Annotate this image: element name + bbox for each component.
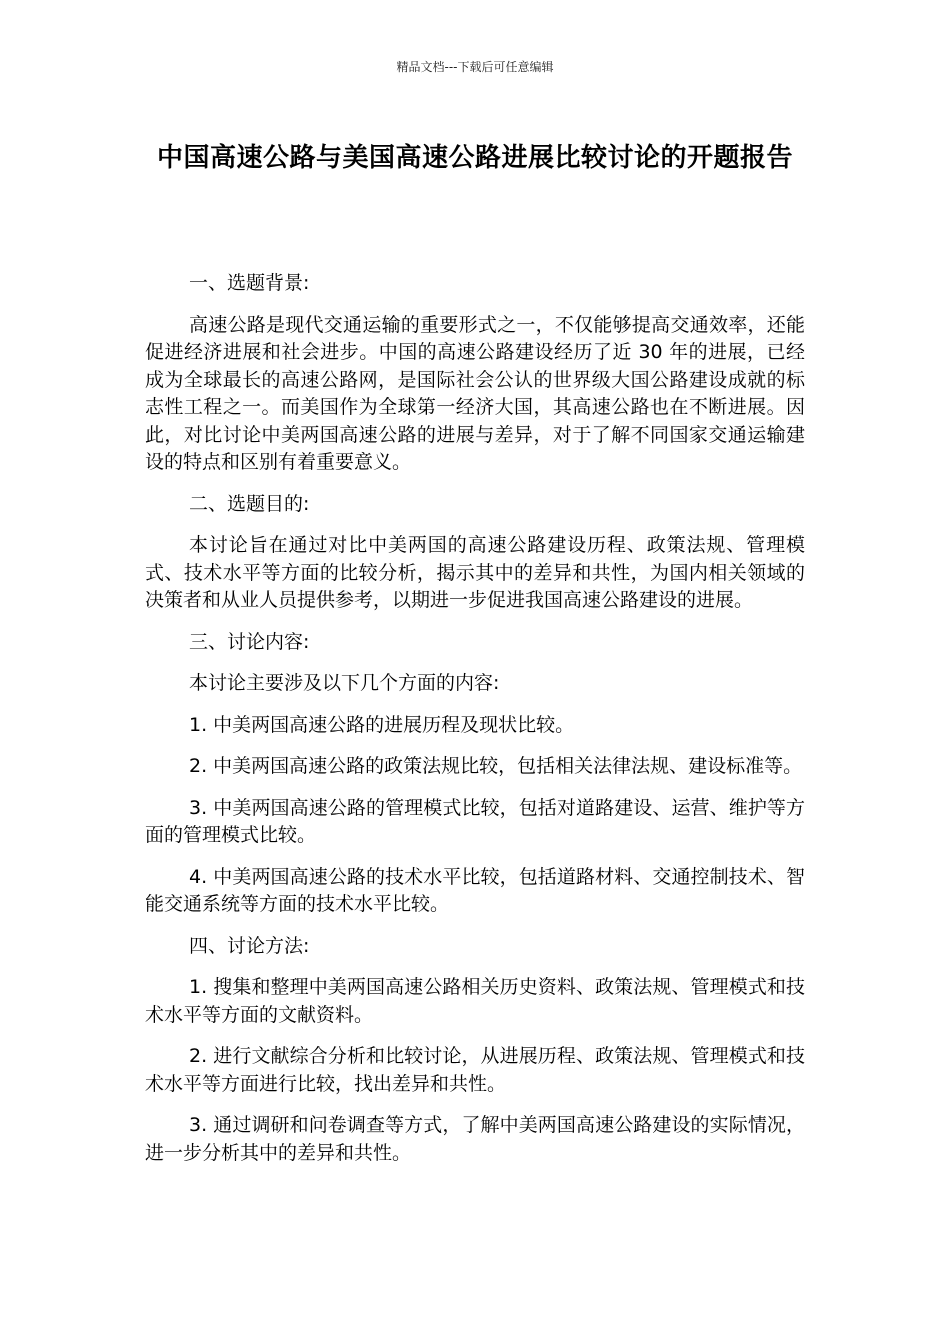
content-item-3: 3. 中美两国高速公路的管理模式比较，包括对道路建设、运营、维护等方面的管理模式比较。 bbox=[145, 796, 805, 846]
method-item-2: 2. 进行文献综合分析和比较讨论，从进展历程、政策法规、管理模式和技术水平等方面进行比较，找出差异和共性。 bbox=[145, 1045, 805, 1095]
document-title: 中国高速公路与美国高速公路进展比较讨论的开题报告 bbox=[156, 143, 793, 173]
method-item-1: 1. 搜集和整理中美两国高速公路相关历史资料、政策法规、管理模式和技术水平等方面的文献资料。 bbox=[145, 976, 805, 1026]
section-heading-purpose: 二、选题目的: bbox=[189, 492, 310, 515]
paragraph-purpose: 本讨论旨在通过对比中美两国的高速公路建设历程、政策法规、管理模式、技术水平等方面的比较分析，揭示其中的差异和共性，为国内相关领域的决策者和从业人员提供参考，以期进一步促进我国高速公路建设的进展。 bbox=[145, 534, 805, 611]
page-header: 精品文档---下载后可任意编辑 bbox=[396, 60, 554, 74]
document-body bbox=[145, 270, 805, 1181]
section-heading-method: 四、讨论方法: bbox=[189, 934, 310, 957]
content-item-1: 1. 中美两国高速公路的进展历程及现状比较。 bbox=[189, 713, 575, 736]
content-item-4: 4. 中美两国高速公路的技术水平比较，包括道路材料、交通控制技术、智能交通系统等方面的技术水平比较。 bbox=[145, 865, 805, 915]
section-heading-content: 三、讨论内容: bbox=[189, 630, 310, 653]
section-heading-background: 一、选题背景: bbox=[189, 272, 310, 294]
paragraph-background: 高速公路是现代交通运输的重要形式之一，不仅能够提高交通效率，还能促进经济进展和社会进步。中国的高速公路建设经历了近 30 年的进展，已经成为全球最长的高速公路网，是国际社会公认的世界级大国公路建设成就的标志性工程之一。而美国作为全球第一经济大国，其高速公路也在不断进展。因此，对比讨论中美两国高速公路的进展与差异，对于了解不同国家交通运输建设的特点和区别有着重要意义。 bbox=[145, 313, 805, 473]
method-item-3: 3. 通过调研和问卷调查等方式，了解中美两国高速公路建设的实际情况，进一步分析其中的差异和共性。 bbox=[145, 1114, 805, 1164]
paragraph-content-intro: 本讨论主要涉及以下几个方面的内容: bbox=[189, 672, 500, 694]
content-item-2: 2. 中美两国高速公路的政策法规比较，包括相关法律法规、建设标准等。 bbox=[189, 755, 803, 777]
